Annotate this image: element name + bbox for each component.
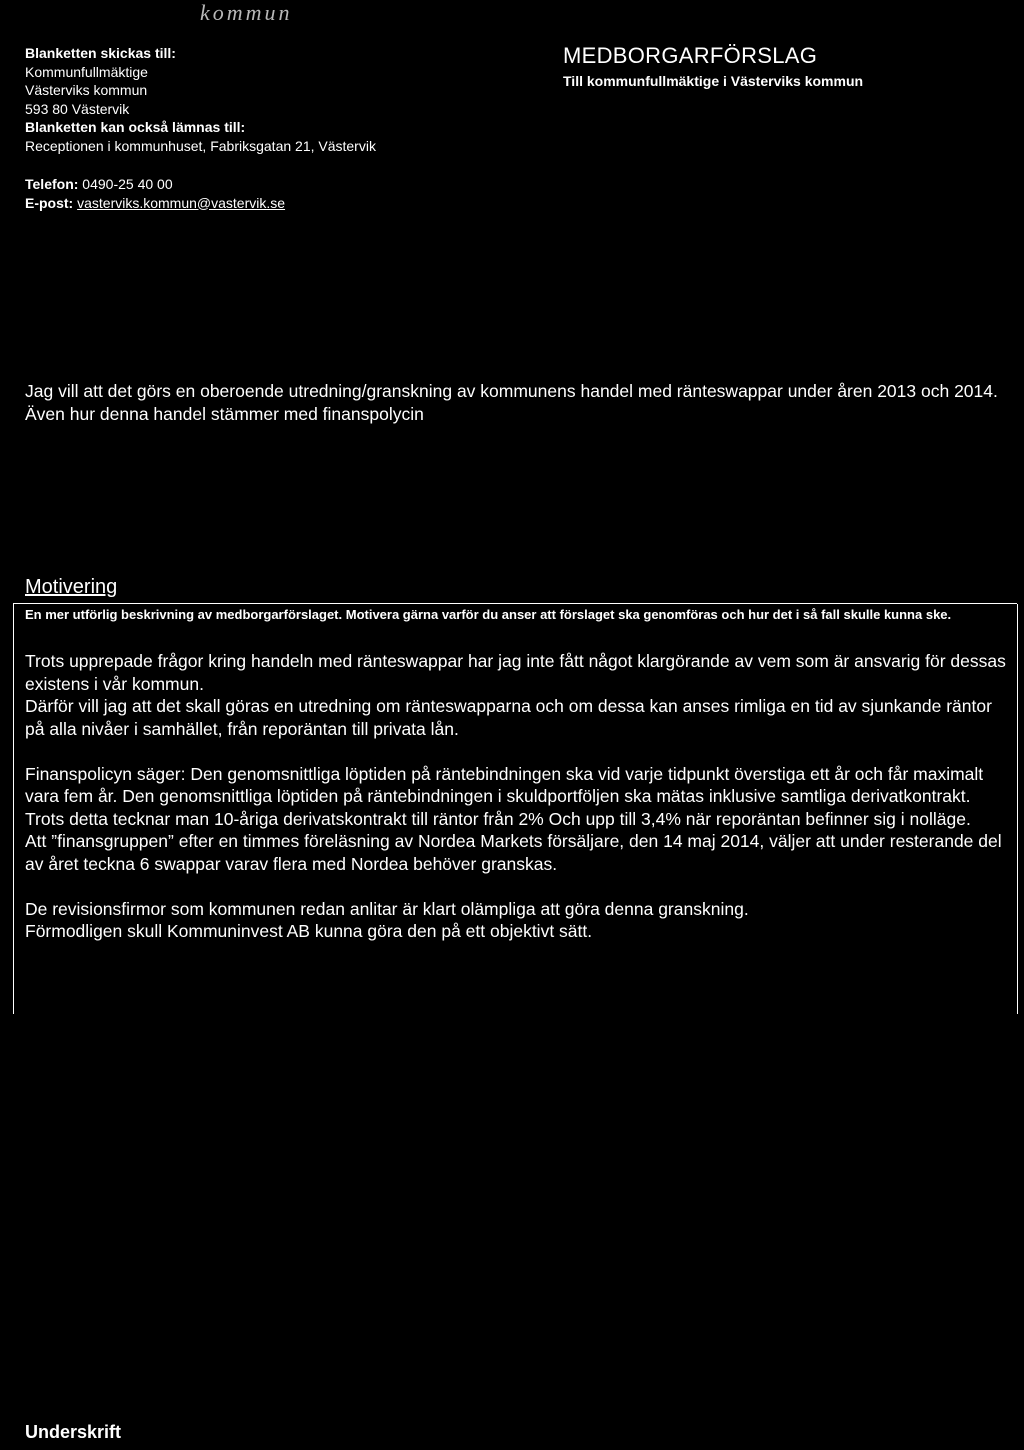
email-row <box>25 194 285 213</box>
motivering-paragraph: Förmodligen skull Kommuninvest AB kunna göra den på ett objektivt sätt. <box>25 921 593 941</box>
motivering-heading: Motivering <box>25 576 118 598</box>
email-label: E-post: <box>25 194 74 211</box>
alt-delivery-address: Receptionen i kommunhuset, Fabriksgatan 21, Västervik <box>25 137 376 154</box>
address-line: Västerviks kommun <box>25 82 148 98</box>
contact-block <box>25 175 285 212</box>
address-line: 593 80 Västervik <box>25 100 130 117</box>
phone-number: 0490-25 40 00 <box>82 176 173 192</box>
motivering-field[interactable] <box>25 650 1010 943</box>
paragraph-gap <box>25 875 1010 898</box>
motivering-paragraph: Trots detta tecknar man 10-åriga derivatskontrakt till räntor från 2% Och upp till 3,4% när reporäntan befinner sig i nolläge. <box>25 808 971 829</box>
motivering-paragraph: Finanspolicyn säger: Den genomsnittliga löptiden på räntebindningen ska vid varje tidpunkt överstiga ett år och får maximalt vara fem år. Den genomsnittliga löptiden på räntebindningen i skuldportföljen ska mätas inklusive samtliga derivatkontrakt. <box>25 763 984 806</box>
form-title: MEDBORGARFÖRSLAG <box>563 43 818 68</box>
motivering-paragraph: Att ”finansgruppen” efter en timmes föreläsning av Nordea Markets försäljare, den 14 maj 2014, väljer att under resterande del av året teckna 6 swappar varav flera med Nordea behöver granskas. <box>25 831 1002 874</box>
alt-delivery-label: Blanketten kan också lämnas till: <box>25 119 246 135</box>
motivering-paragraph: De revisionsfirmor som kommunen redan anlitar är klart olämpliga att göra denna granskning. <box>25 898 749 919</box>
proposal-text: Jag vill att det görs en oberoende utredning/granskning av kommunens handel med ränteswappar under åren 2013 och 2014. Även hur denna handel stämmer med finanspolycin <box>25 381 998 424</box>
email-link[interactable]: vasterviks.kommun@vastervik.se <box>77 194 286 211</box>
motivering-paragraph: Trots upprepade frågor kring handeln med ränteswappar har jag inte fått något klargörande av vem som är ansvarig för dessas existens i vår kommun. <box>25 651 1006 694</box>
sender-address-block <box>25 44 376 155</box>
phone-row <box>25 175 285 194</box>
address-line: Kommunfullmäktige <box>25 63 148 80</box>
signature-label: Underskrift <box>25 1422 122 1442</box>
send-to-label: Blanketten skickas till: <box>25 45 176 61</box>
municipality-logo-text: kommun <box>200 0 293 25</box>
motivering-help-text: En mer utförlig beskrivning av medborgarförslaget. Motivera gärna varför du anser att förslaget ska genomföras och hur det i så fall skulle kunna ske. <box>25 607 952 622</box>
motivering-paragraph: Därför vill jag att det skall göras en utredning om ränteswapparna och om dessa kan anses rimliga en tid av sjunkande räntor på alla nivåer i samhället, från reporäntan till privata lån. <box>25 696 992 739</box>
form-subtitle: Till kommunfullmäktige i Västerviks kommun <box>563 73 864 89</box>
paragraph-gap <box>25 740 1010 763</box>
phone-label: Telefon: <box>25 176 79 192</box>
